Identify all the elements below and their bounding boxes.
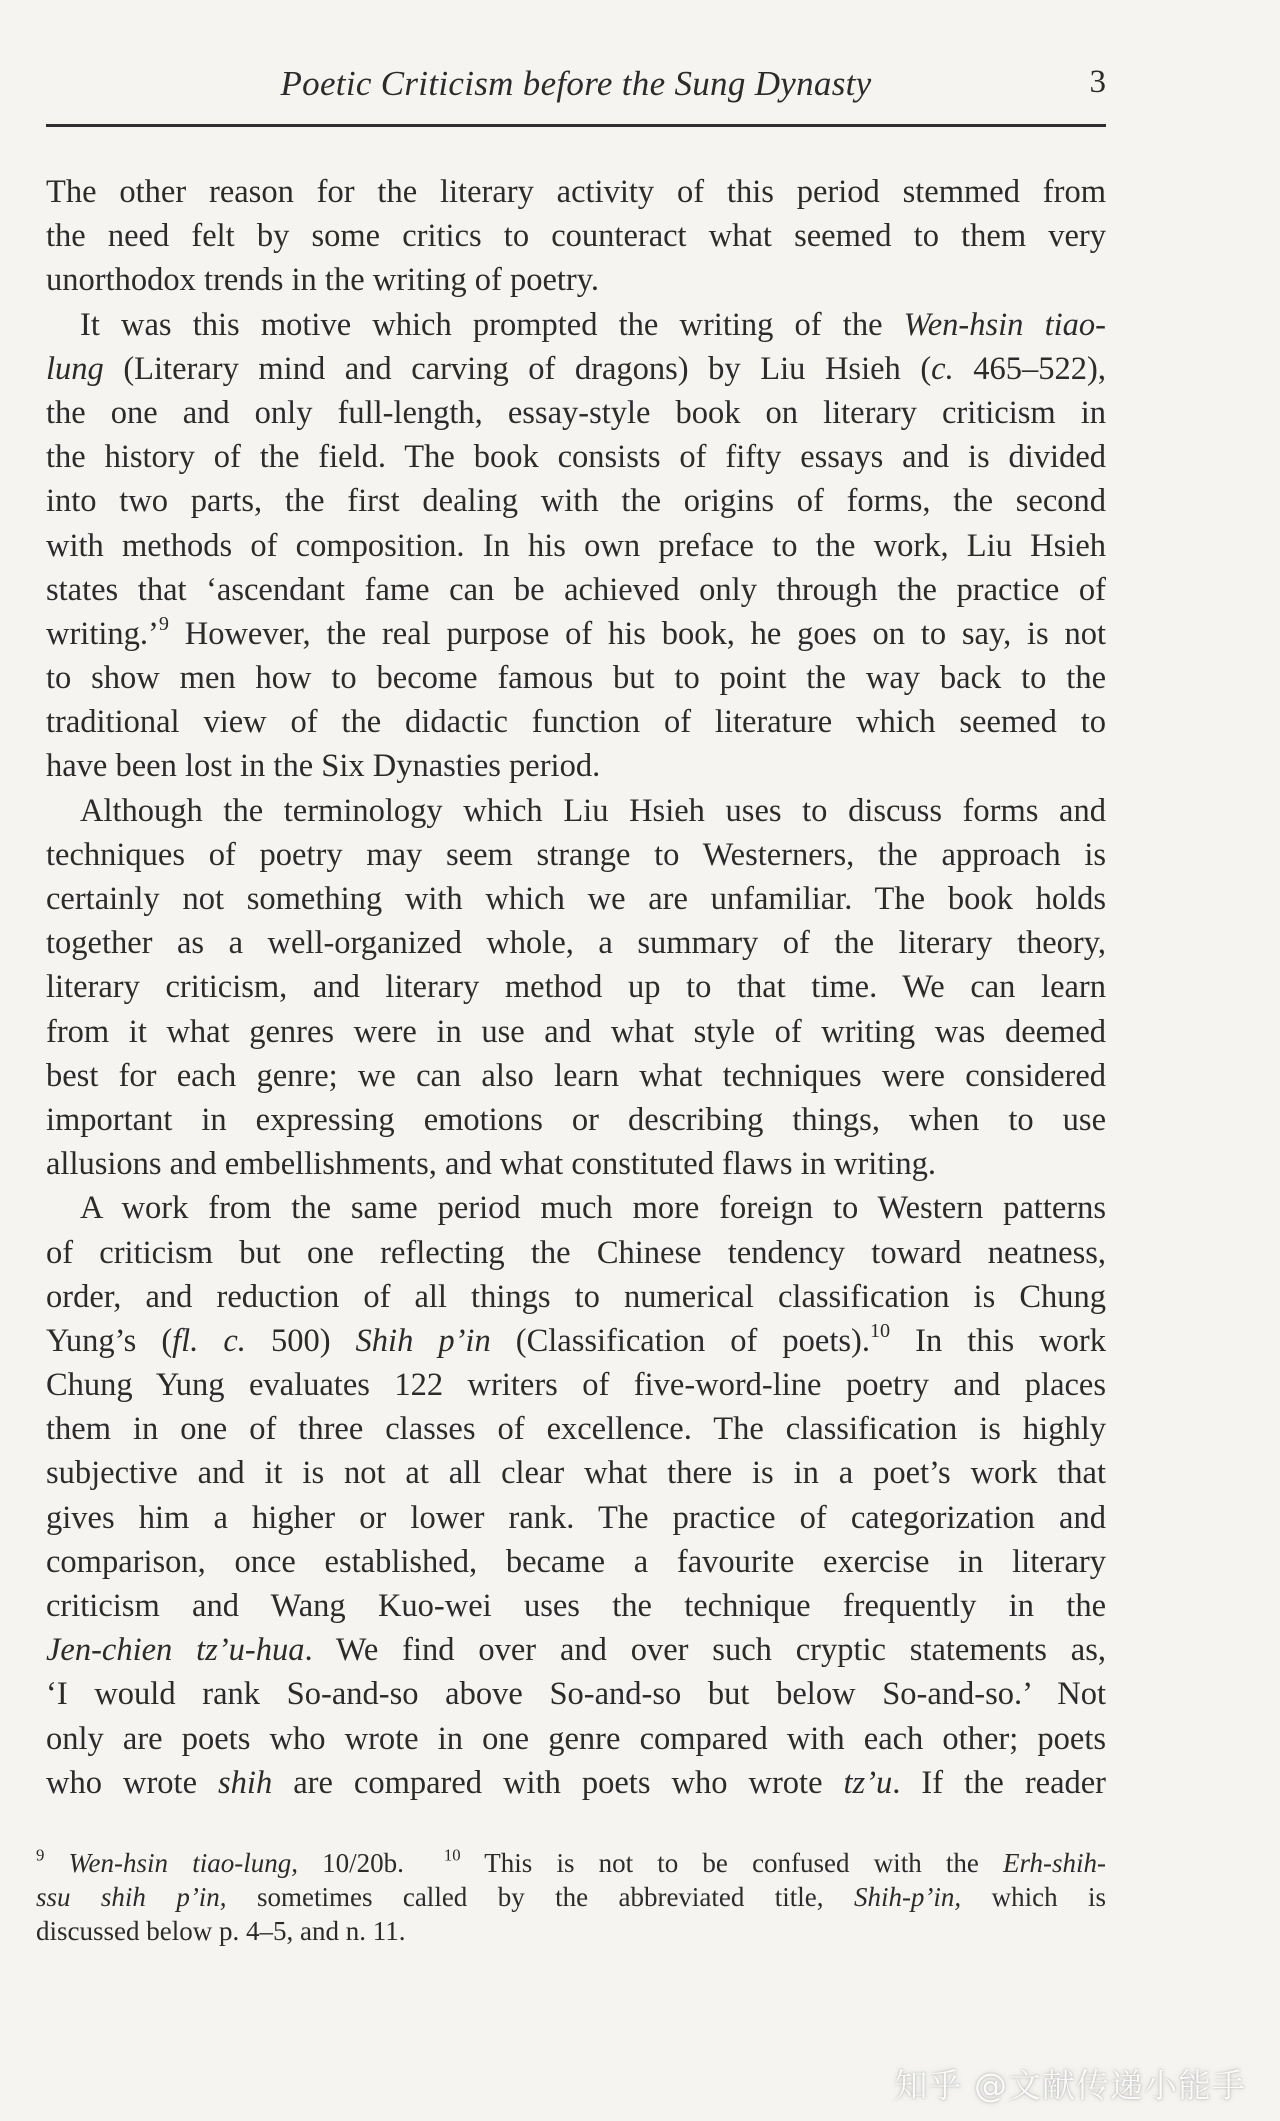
- footnote-ref-9: 9: [158, 612, 169, 635]
- text-line: the need felt by some critics to counteract what seemed to them very: [46, 218, 1106, 255]
- text-line: writing.’$^9$ However, the real purpose of his book, he goes on to say, is not: [46, 612, 1106, 652]
- footnote-mark-9: 9: [36, 1845, 45, 1865]
- footnotes: [36, 1846, 1106, 1948]
- text-line: who wrote shih are compared with poets who wrote tz’u. If the reader: [46, 1764, 1106, 1801]
- text-line: It was this motive which prompted the writing of the Wen-hsin tiao-: [80, 306, 1106, 343]
- text-line: ‘I would rank So-and-so above So-and-so but below So-and-so.’ Not: [46, 1676, 1106, 1713]
- text-line: gives him a higher or lower rank. The practice of categorization and: [46, 1499, 1106, 1536]
- footnote-line: ssu shih p’in, sometimes called by the abbreviated title, Shih-p’in, which is: [36, 1882, 1106, 1912]
- text-line: Yung’s (fl. c. 500) Shih p’in (Classification of poets).$^{10}$ In this work: [46, 1319, 1107, 1359]
- footnote-line: discussed below p. 4–5, and n. 11.: [36, 1916, 406, 1946]
- text-line: comparison, once established, became a favourite exercise in literary: [46, 1543, 1106, 1580]
- text-line: together as a well-organized whole, a summary of the literary theory,: [46, 925, 1106, 962]
- text-line: order, and reduction of all things to numerical classification is Chung: [46, 1278, 1106, 1315]
- running-title: Poetic Criticism before the Sung Dynasty: [280, 64, 872, 103]
- text-line: certainly not something with which we are unfamiliar. The book holds: [46, 881, 1106, 917]
- text-line: only are poets who wrote in one genre compared with each other; poets: [46, 1720, 1106, 1757]
- text-line: The other reason for the literary activity of this period stemmed from: [46, 174, 1106, 210]
- text-line: to show men how to become famous but to point the way back to the: [46, 660, 1106, 697]
- text-line: into two parts, the first dealing with the origins of forms, the second: [46, 483, 1106, 520]
- footnote-line: $^9$ Wen-hsin tiao-lung, 10/20b. $^{10}$ This is not to be confused with the Erh-shih-: [36, 1845, 1107, 1878]
- text-line: traditional view of the didactic function of literature which seemed to: [46, 704, 1106, 741]
- text-line: allusions and embellishments, and what constituted flaws in writing.: [46, 1146, 937, 1183]
- text-line: Although the terminology which Liu Hsieh uses to discuss forms and: [80, 792, 1106, 829]
- running-header: [46, 62, 1106, 118]
- text-line: states that ‘ascendant fame can be achieved only through the practice of: [46, 571, 1106, 608]
- footnote-mark-10: 10: [443, 1845, 461, 1865]
- text-line: literary criticism, and literary method up to that time. We can learn: [46, 969, 1106, 1006]
- page-number: 3: [1089, 64, 1106, 100]
- text-line: lung (Literary mind and carving of dragons) by Liu Hsieh (c. 465–522),: [46, 350, 1106, 387]
- text-line: have been lost in the Six Dynasties period.: [46, 748, 601, 785]
- text-line: Chung Yung evaluates 122 writers of five-word-line poetry and places: [46, 1367, 1106, 1404]
- text-line: best for each genre; we can also learn what techniques were considered: [46, 1057, 1106, 1094]
- text-line: important in expressing emotions or describing things, when to use: [46, 1101, 1106, 1138]
- text-line: criticism and Wang Kuo-wei uses the technique frequently in the: [46, 1588, 1106, 1624]
- text-line: them in one of three classes of excellence. The classification is highly: [46, 1411, 1106, 1448]
- text-line: subjective and it is not at all clear what there is in a poet’s work that: [46, 1455, 1106, 1492]
- text-line: the history of the field. The book consists of fifty essays and is divided: [46, 439, 1106, 476]
- text-line: A work from the same period much more foreign to Western patterns: [80, 1190, 1106, 1227]
- text-line: from it what genres were in use and what style of writing was deemed: [46, 1013, 1106, 1050]
- body-text: [46, 170, 1106, 1805]
- footnote-ref-10: 10: [869, 1319, 891, 1342]
- text-line: unorthodox trends in the writing of poetry.: [46, 262, 600, 299]
- text-line: with methods of composition. In his own preface to the work, Liu Hsieh: [46, 527, 1106, 564]
- text-line: techniques of poetry may seem strange to Westerners, the approach is: [46, 836, 1106, 873]
- zhihu-watermark: 知乎 @文献传递小能手: [894, 2066, 1246, 2105]
- text-line: the one and only full-length, essay-style book on literary criticism in: [46, 394, 1106, 431]
- text-line: of criticism but one reflecting the Chinese tendency toward neatness,: [46, 1234, 1106, 1271]
- text-line: Jen-chien tz’u-hua. We find over and over such cryptic statements as,: [46, 1632, 1106, 1669]
- header-rule: [46, 124, 1106, 127]
